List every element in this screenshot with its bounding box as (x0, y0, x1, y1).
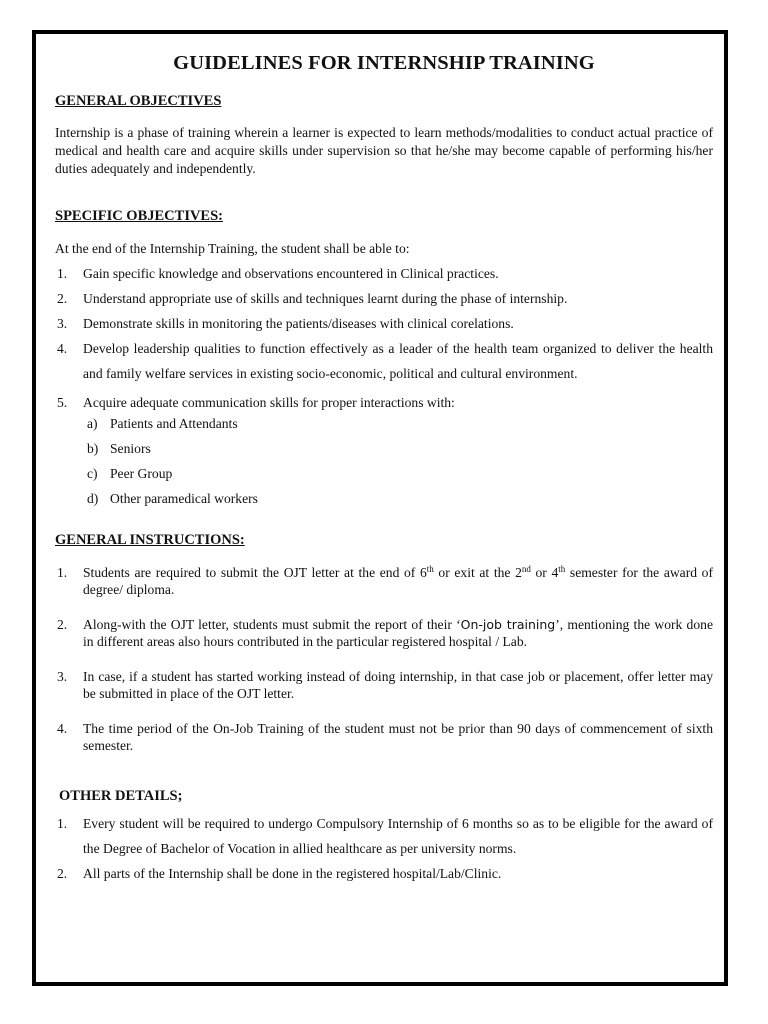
general-objectives-text: Internship is a phase of training wherein a learner is expected to learn methods/modalities to conduct actual practice of medical and health care and acquire skills under supervision so that he/she may become capable of performing his/her duties adequately and independently. (55, 125, 713, 176)
list-item: 5. Acquire adequate communication skills for proper interactions with: (57, 395, 455, 410)
document-title: GUIDELINES FOR INTERNSHIP TRAINING (173, 52, 595, 74)
list-item: 2. Along-with the OJT letter, students must submit the report of their ‘On-job training’, mentioning the work done in different areas also hours contributed in the particular registered hospital / Lab. (57, 617, 713, 649)
specific-objectives-heading: SPECIFIC OBJECTIVES: (55, 208, 223, 224)
other-details-list (55, 811, 713, 886)
general-instructions-heading: GENERAL INSTRUCTIONS: (55, 532, 245, 548)
specific-objectives-intro: At the end of the Internship Training, the student shall be able to: (55, 241, 410, 256)
list-item: 1. Gain specific knowledge and observations encountered in Clinical practices. (57, 266, 499, 281)
list-item: 3. Demonstrate skills in monitoring the patients/diseases with clinical corelations. (57, 316, 514, 331)
list-item: b) Seniors (87, 441, 151, 456)
document-body (55, 50, 713, 886)
list-item: d) Other paramedical workers (87, 491, 258, 506)
specific-objectives-list (55, 265, 713, 411)
list-item: 4. The time period of the On-Job Training of the student must not be prior than 90 days of commencement of sixth semester. (57, 721, 713, 753)
list-item: a) Patients and Attendants (87, 416, 238, 431)
list-item: 1. Students are required to submit the OJT letter at the end of 6th or exit at the 2nd or 4th semester for the award of degree/ diploma. (57, 564, 713, 597)
list-item: c) Peer Group (87, 466, 173, 481)
other-details-heading: OTHER DETAILS; (59, 788, 183, 804)
communication-sublist (55, 415, 713, 507)
list-item: 4. Develop leadership qualities to function effectively as a leader of the health team organized to deliver the health and family welfare services in existing socio-economic, political and cultural environment. (57, 341, 713, 381)
general-objectives-heading: GENERAL OBJECTIVES (55, 93, 222, 109)
general-instructions-list (55, 564, 713, 754)
list-item: 2. Understand appropriate use of skills and techniques learnt during the phase of internship. (57, 291, 568, 306)
list-item: 3. In case, if a student has started working instead of doing internship, in that case job or placement, offer letter may be submitted in place of the OJT letter. (57, 669, 713, 701)
list-item: 2. All parts of the Internship shall be done in the registered hospital/Lab/Clinic. (57, 866, 502, 881)
list-item: 1. Every student will be required to undergo Compulsory Internship of 6 months so as to be eligible for the award of the Degree of Bachelor of Vocation in allied healthcare as per university norms. (57, 816, 713, 856)
